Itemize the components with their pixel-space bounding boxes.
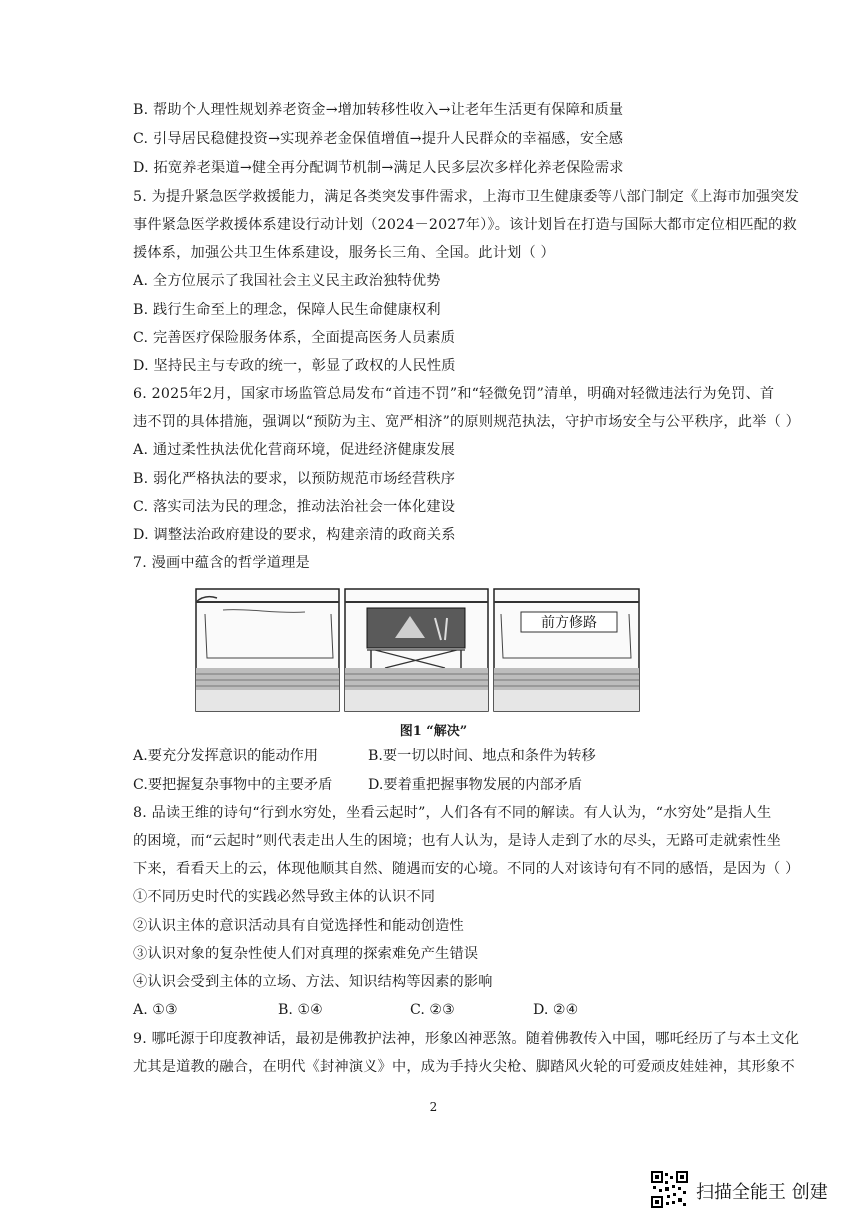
option-q8-d: D. ②④ xyxy=(533,1002,579,1018)
statement-2: ②认识主体的意识活动具有自觉选择性和能动创造性 xyxy=(133,918,464,934)
question-9-line-2: 尤其是道教的融合，在明代《封神演义》中，成为手持火尖枪、脚踏风火轮的可爱顽皮娃娃神，其形象不 xyxy=(133,1059,795,1075)
option-q7-c: C.要把握复杂事物中的主要矛盾 xyxy=(133,777,333,793)
statement-1: ①不同历史时代的实践必然导致主体的认识不同 xyxy=(133,889,436,905)
question-5-line-3: 援体系，加强公共卫生体系建设，服务长三角、全国。此计划（ ） xyxy=(133,245,555,261)
question-5-line-1: 5. 为提升紧急医学救援能力，满足各类突发事件需求，上海市卫生健康委等八部门制定《上海市加强突发 xyxy=(133,189,800,205)
option-q6-c: C. 落实司法为民的理念，推动法治社会一体化建设 xyxy=(133,499,456,515)
question-9-line-1: 9. 哪吒源于印度教神话，最初是佛教护法神，形象凶神恶煞。随着佛教传入中国，哪吒经历了与本土文化 xyxy=(133,1031,800,1047)
option-q6-b: B. 弱化严格执法的要求，以预防规范市场经营秩序 xyxy=(133,471,456,487)
comic-panel-3 xyxy=(494,589,639,711)
question-8-line-2: 的困境，而“云起时”则代表走出人生的困境；也有人认为，是诗人走到了水的尽头，无路可走就索性坐 xyxy=(133,833,781,849)
option-q7-b: B.要一切以时间、地点和条件为转移 xyxy=(368,748,596,764)
comic-figure xyxy=(195,588,640,712)
option-q7-a: A.要充分发挥意识的能动作用 xyxy=(133,748,319,764)
option-q5-b: B. 践行生命至上的理念，保障人民生命健康权利 xyxy=(133,302,441,318)
option-q8-b: B. ①④ xyxy=(278,1002,323,1018)
question-7-stem: 7. 漫画中蕴含的哲学道理是 xyxy=(133,555,310,571)
option-q8-a: A. ①③ xyxy=(133,1002,178,1018)
option-q7-d: D.要着重把握事物发展的内部矛盾 xyxy=(368,777,583,793)
option-q6-a: A. 通过柔性执法优化营商环境，促进经济健康发展 xyxy=(133,442,456,458)
question-8-line-1: 8. 品读王维的诗句“行到水穷处，坐看云起时”，人们各有不同的解读。有人认为，“水穷处”是指人生 xyxy=(133,805,772,821)
option-q5-d: D. 坚持民主与专政的统一，彰显了政权的人民性质 xyxy=(133,358,456,374)
question-6-line-2: 违不罚的具体措施，强调以“预防为主、宽严相济”的原则规范执法，守护市场安全与公平秩序，此举（ ） xyxy=(133,414,801,430)
statement-4: ④认识会受到主体的立场、方法、知识结构等因素的影响 xyxy=(133,974,493,990)
option-q8-c: C. ②③ xyxy=(410,1002,455,1018)
option-q5-c: C. 完善医疗保险服务体系，全面提高医务人员素质 xyxy=(133,330,456,346)
comic-panel-2 xyxy=(345,589,488,711)
comic-panel-1 xyxy=(196,589,339,711)
option-q4-d: D. 拓宽养老渠道→健全再分配调节机制→满足人民多层次多样化养老保险需求 xyxy=(133,160,624,176)
question-8-line-3: 下来，看看天上的云，体现他顺其自然、随遇而安的心境。不同的人对该诗句有不同的感悟，是因为（ ） xyxy=(133,861,800,877)
statement-3: ③认识对象的复杂性使人们对真理的探索难免产生错误 xyxy=(133,946,479,962)
qr-code-icon xyxy=(651,1171,688,1208)
option-q4-c: C. 引导居民稳健投资→实现养老金保值增值→提升人民群众的幸福感，安全感 xyxy=(133,131,624,147)
figure-caption: 图1 “解决” xyxy=(399,724,468,739)
option-q6-d: D. 调整法治政府建设的要求，构建亲清的政商关系 xyxy=(133,527,456,543)
scanner-watermark: 扫描全能王 创建 xyxy=(696,1182,828,1203)
comic-sign-text: 前方修路 xyxy=(541,615,597,631)
question-6-line-1: 6. 2025年2月，国家市场监管总局发布“首违不罚”和“轻微免罚”清单，明确对轻微违法行为免罚、首 xyxy=(133,386,775,402)
question-5-line-2: 事件紧急医学救援体系建设行动计划（2024－2027年）》。该计划旨在打造与国际大都市定位相匹配的救 xyxy=(133,217,797,233)
option-q5-a: A. 全方位展示了我国社会主义民主政治独特优势 xyxy=(133,273,441,289)
option-q4-b: B. 帮助个人理性规划养老资金→增加转移性收入→让老年生活更有保障和质量 xyxy=(133,102,624,118)
page-number: 2 xyxy=(429,1100,438,1114)
